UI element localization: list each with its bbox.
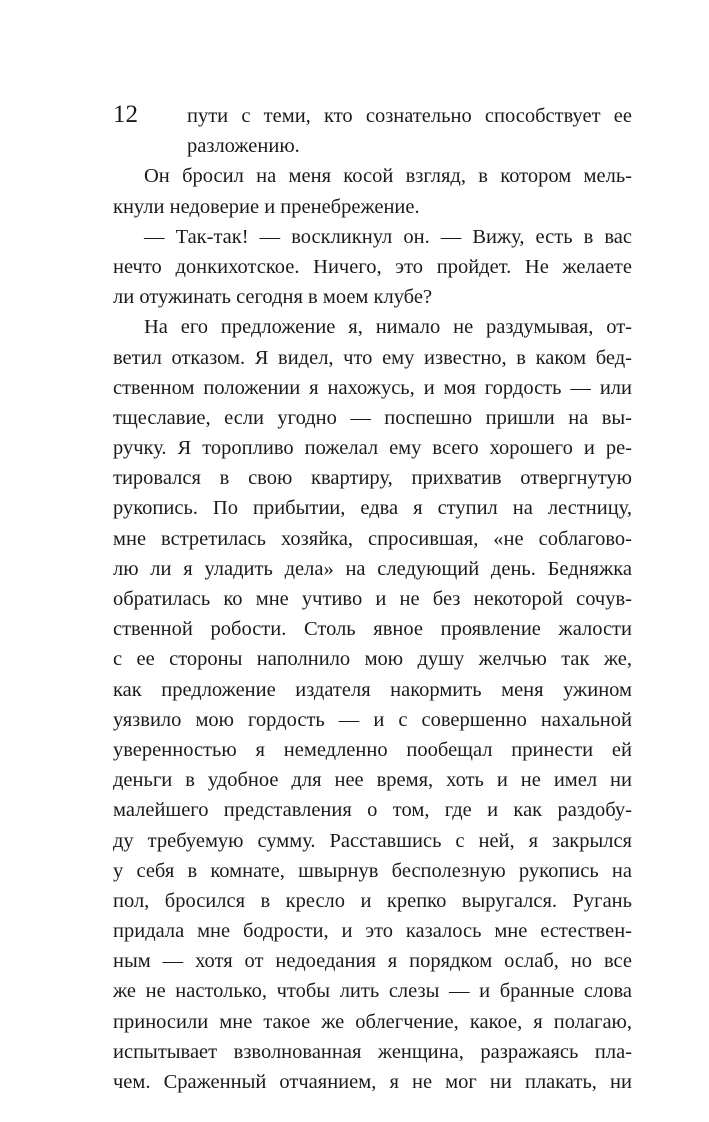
text-line-3: Он бросил на меня косой взгляд, в котором мель- — [144, 165, 632, 188]
text-line-7: ли отужинать сегодня в моем клубе? — [113, 286, 433, 309]
text-line-20: как предложение издателя накормить меня ужином — [113, 678, 632, 701]
text-line-25: ду требуемую сумму. Расставшись с ней, я закрылся — [113, 829, 632, 852]
text-line-1: пути с теми, кто сознательно способствует ее — [187, 105, 632, 127]
text-line-8: На его предложение я, нимало не раздумывая, от- — [144, 316, 632, 339]
text-line-26: у себя в комнате, швырнув бесполезную рукопись на — [113, 859, 632, 882]
text-line-22: уверенностью я немедленно пообещал принести ей — [113, 738, 632, 761]
text-line-18: ственной робости. Столь явное проявление жалости — [113, 618, 632, 641]
text-line-12: ручку. Я торопливо пожелал ему всего хорошего и ре- — [113, 437, 632, 460]
text-line-10: ственном положении я нахожусь, и моя гордость — или — [113, 376, 632, 399]
text-line-9: ветил отказом. Я видел, что ему известно, в каком бед- — [113, 346, 632, 369]
text-line-21: уязвило мою гордость — и с совершенно нахальной — [113, 708, 632, 731]
text-line-2: разложению. — [187, 135, 300, 158]
text-line-33: чем. Сраженный отчаянием, я не мог ни плакать, ни — [113, 1071, 632, 1093]
text-line-28: придала мне бодрости, и это казалось мне естествен- — [113, 920, 632, 943]
text-line-4: кнули недоверие и пренебрежение. — [113, 195, 420, 218]
text-line-6: нечто донкихотское. Ничего, это пройдет. Не желаете — [113, 255, 632, 278]
body-text — [113, 101, 632, 1097]
text-line-14: рукопись. По прибытии, едва я ступил на лестницу, — [113, 497, 632, 520]
text-line-29: ным — хотя от недоедания я порядком ослаб, но все — [113, 950, 632, 973]
text-line-31: приносили мне такое же облегчение, какое, я полагаю, — [113, 1010, 632, 1033]
text-line-32: испытывает взволнованная женщина, разражаясь пла- — [113, 1040, 632, 1063]
text-line-27: пол, бросился в кресло и крепко выругался. Ругань — [113, 889, 632, 912]
text-line-16: лю ли я уладить дела» на следующий день. Бедняжка — [113, 557, 632, 580]
text-line-24: малейшего представления о том, где и как раздобу- — [113, 799, 632, 822]
text-line-5: — Так-так! — воскликнул он. — Вижу, есть в вас — [144, 225, 632, 248]
text-line-13: тировался в свою квартиру, прихватив отвергнутую — [113, 467, 632, 490]
text-line-30: же не настолько, чтобы лить слезы — и бранные слова — [113, 980, 632, 1003]
text-line-19: с ее стороны наполнило мою душу желчью так же, — [113, 648, 632, 671]
text-line-17: обратилась ко мне учтиво и не без некоторой сочув- — [113, 588, 632, 610]
text-line-11: тщеславие, если угодно — поспешно пришли на вы- — [113, 406, 632, 429]
text-line-23: деньги в удобное для нее время, хоть и не имел ни — [113, 769, 632, 792]
page-number: 12 — [113, 101, 138, 128]
text-line-15: мне встретилась хозяйка, спросившая, «не соблагово- — [113, 527, 632, 550]
